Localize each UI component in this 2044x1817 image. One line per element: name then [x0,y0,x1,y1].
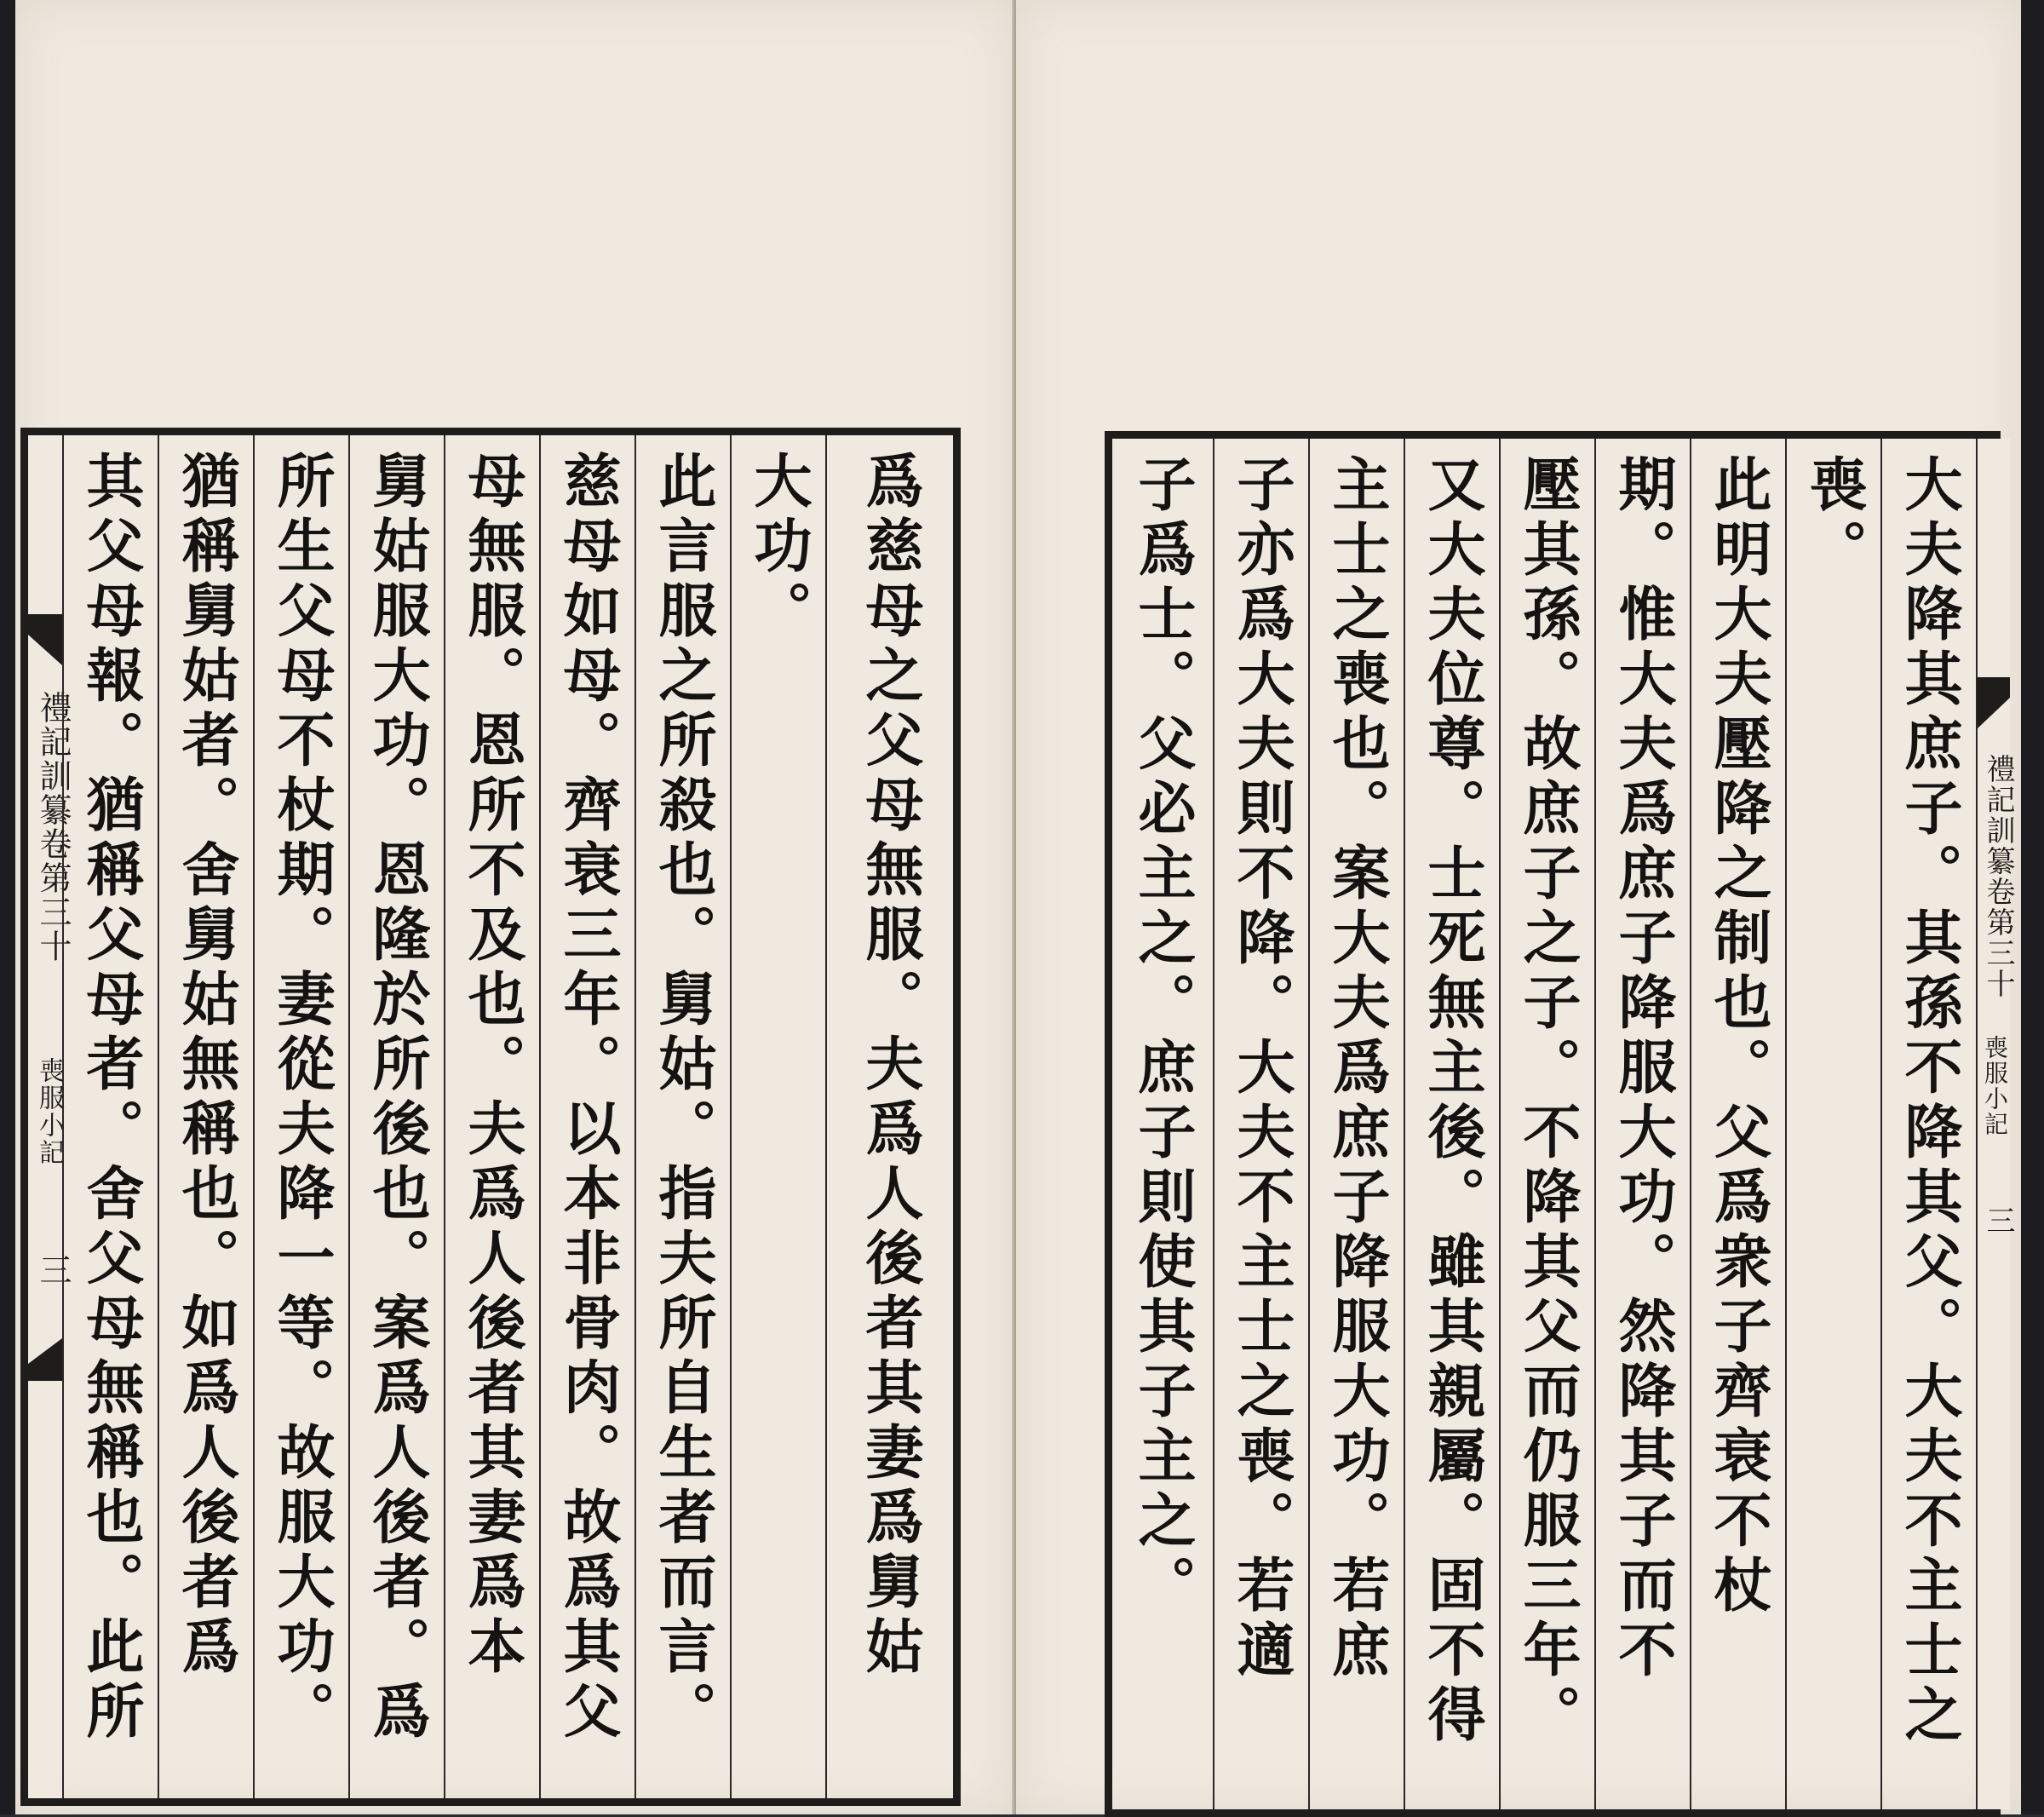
column-text: 大夫降其庶子。其孫不降其父。大夫不主士之 [1895,454,1963,1749]
fishtail-bottom [28,1338,62,1381]
column-text: 慈母如母。齊衰三年。以本非骨肉。故爲其父 [554,451,622,1745]
book-edge-right [2021,0,2044,1814]
column-text: 此明大夫壓降之制也。父爲衆子齊衰不杖 [1704,454,1772,1619]
banxin-leaf: 三 [1981,1205,2015,1236]
right-page-frame [1105,431,2015,1817]
text-column [1594,439,1690,1809]
text-column [1112,439,1213,1809]
text-column [253,435,348,1798]
text-column [348,435,444,1798]
column-text: 子亦爲大夫則不降。大夫不主士之喪。若適 [1227,454,1295,1684]
right-page [1016,0,2021,1814]
column-text: 期。惟大夫爲庶子降服大功。然降其子而不 [1609,454,1677,1684]
text-column [1880,439,1976,1809]
column-text: 其父母報。猶稱父母者。舍父母無稱也。此所 [77,451,145,1745]
left-page [15,0,1013,1814]
text-column [1785,439,1880,1809]
text-column [825,435,953,1798]
text-column [444,435,539,1798]
column-text: 母無服。恩所不及也。夫爲人後者其妻爲本 [458,451,526,1681]
column-text: 子爲士。父必主之。庶子則使其子主之。 [1128,454,1197,1619]
column-text: 此言服之所殺也。舅姑。指夫所自生者而言。 [649,451,717,1745]
column-text: 喪。 [1800,454,1868,584]
left-banxin [28,435,72,1798]
banxin-chapter: 喪服小記 [34,1057,64,1166]
text-column [634,435,730,1798]
banxin-chapter: 喪服小記 [1981,1035,2009,1137]
banxin-title: 禮記訓纂卷第三十 [1981,754,2015,999]
column-text: 爲慈母之父母無服。夫爲人後者其妻爲舅姑 [856,451,924,1681]
column-text: 壓其孫。故庶子之子。不降其父而仍服三年。 [1513,454,1582,1749]
text-column [1404,439,1499,1809]
column-text: 舅姑服大功。恩隆於所後也。案爲人後者。爲 [363,451,431,1745]
column-text: 猶稱舅姑者。舍舅姑無稱也。如爲人後者爲 [172,451,240,1681]
column-text: 大功。 [744,451,812,645]
fishtail-top [28,614,62,665]
banxin-leaf: 三 [34,1253,72,1287]
book-edge-left [0,0,15,1814]
fishtail-top [1978,677,2010,728]
text-column [1690,439,1785,1809]
text-column [1308,439,1404,1809]
text-column [158,435,253,1798]
column-text: 主士之喪也。案大夫爲庶子降服大功。若庶 [1323,454,1391,1684]
left-page-frame [20,428,961,1806]
column-text: 所生父母不杖期。妻從夫降一等。故服大功。 [267,451,336,1745]
column-text: 又大夫位尊。士死無主後。雖其親屬。固不得 [1418,454,1486,1749]
text-column [62,435,158,1798]
text-column [539,435,634,1798]
text-column [1213,439,1308,1809]
right-banxin [1976,439,2015,1809]
banxin-title: 禮記訓纂卷第三十 [34,691,72,963]
text-column [1499,439,1594,1809]
text-column [730,435,825,1798]
